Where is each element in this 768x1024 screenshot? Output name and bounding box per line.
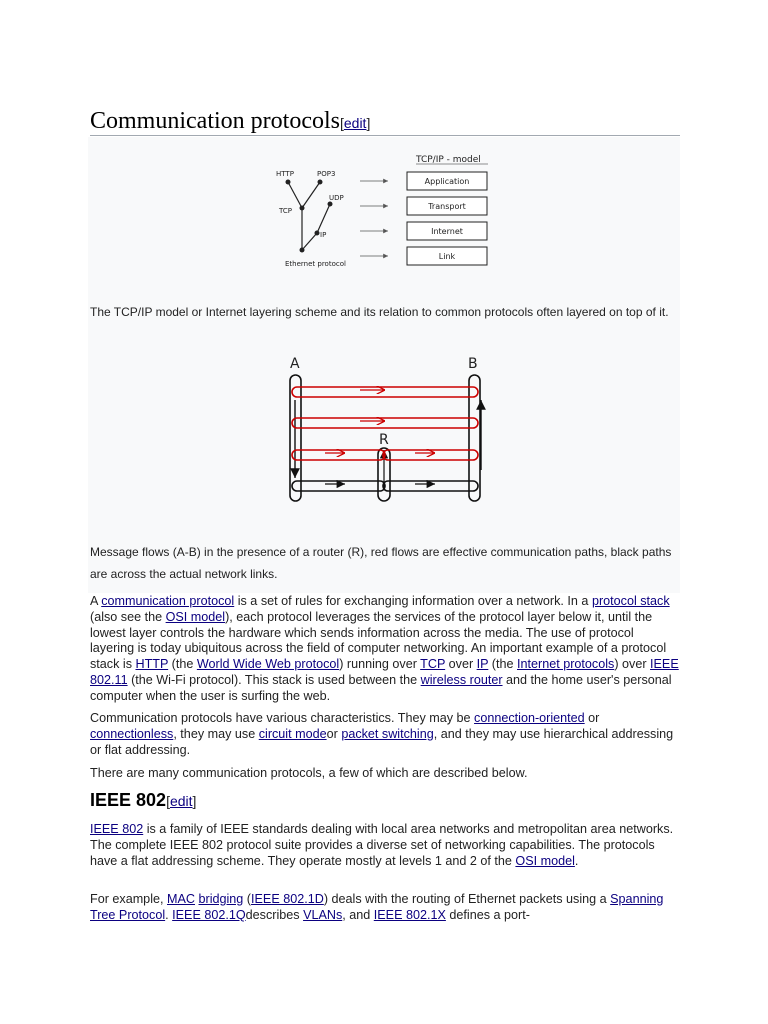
- paragraph-intro: A communication protocol is a set of rules for exchanging information over a network. In a protocol stack (also see the OSI model), each protocol leverages the services of the protocol layer below it, until the lowest layer controls the hardware which sends information across the media. The use of protocol layering is today ubiquitous across the field of computer networking. An important example of a protocol stack is HTTP (the World Wide Web protocol) running over TCP over IP (the Internet protocols) over IEEE 802.11 (the Wi-Fi protocol). This stack is used between the wireless router and the home user's personal computer when the user is surfing the web.: [90, 594, 679, 703]
- figure2-caption-line2: are across the actual network links.: [90, 567, 278, 581]
- node-a-label: A: [290, 356, 300, 372]
- link-connection-oriented[interactable]: connection-oriented: [474, 711, 585, 725]
- link-osi-model-2[interactable]: OSI model: [515, 853, 575, 868]
- node-b-label: B: [468, 356, 478, 372]
- model-title: TCP/IP - model: [416, 155, 481, 165]
- link-packet-switching[interactable]: packet switching: [341, 726, 434, 741]
- figure2-caption-line1: Message flows (A-B) in the presence of a router (R), red flows are effective communication paths, black paths: [90, 545, 672, 559]
- ieee-802-edit: [edit]: [166, 793, 197, 809]
- edit-link[interactable]: edit: [343, 115, 367, 131]
- message-flow-diagram: [270, 350, 500, 510]
- link-ieee-80211[interactable]: IEEE 802.11: [90, 657, 679, 687]
- proto-http: HTTP: [276, 170, 294, 178]
- link-tcp[interactable]: TCP: [420, 657, 446, 672]
- link-ieee-8021x[interactable]: IEEE 802.1X: [373, 907, 446, 922]
- link-ieee-8021d[interactable]: IEEE 802.1D: [251, 892, 324, 906]
- paragraph-ieee-examples: For example, MAC bridging (IEEE 802.1D) deals with the routing of Ethernet packets using a Spanning Tree Protocol. IEEE 802.1Qdescribes VLANs, and IEEE 802.1X defines a port-: [90, 892, 664, 922]
- ieee-802-heading: [90, 790, 196, 811]
- link-circuit-mode[interactable]: circuit mode: [258, 726, 327, 741]
- link-ieee-802[interactable]: IEEE 802: [90, 822, 144, 836]
- section-title: [90, 108, 680, 136]
- paragraph-characteristics: Communication protocols have various characteristics. They may be connection-oriented or connectionless, they may use circuit modeor packet switching, and they may use hierarchical addressing or flat addressing.: [90, 711, 674, 757]
- link-osi-model[interactable]: OSI model: [165, 609, 226, 624]
- layer-transport: Transport: [428, 202, 466, 211]
- proto-tcp: TCP: [279, 207, 292, 215]
- layer-link: Link: [438, 252, 456, 261]
- proto-udp: UDP: [329, 194, 344, 202]
- layer-application: Application: [424, 177, 470, 186]
- proto-ip: IP: [320, 231, 327, 239]
- link-mac[interactable]: MAC: [167, 892, 195, 906]
- proto-pop3: POP3: [317, 170, 336, 178]
- link-wireless-router[interactable]: wireless router: [420, 672, 503, 687]
- node-r-label: R: [379, 432, 389, 448]
- link-connectionless[interactable]: connectionless: [90, 726, 174, 741]
- link-vlans[interactable]: VLANs: [303, 907, 343, 922]
- section-edit: [edit]: [339, 115, 371, 131]
- ieee-802-heading-text: IEEE 802: [90, 790, 167, 810]
- link-www-protocol[interactable]: World Wide Web protocol: [196, 657, 340, 672]
- tcpip-diagram: [270, 150, 500, 272]
- link-spanning-tree-protocol[interactable]: Spanning Tree Protocol: [90, 892, 664, 922]
- paragraph-many-protocols: There are many communication protocols, a few of which are described below.: [90, 766, 528, 780]
- section-title-text: Communication protocols: [90, 108, 340, 134]
- link-ieee-8021q[interactable]: IEEE 802.1Q: [172, 907, 246, 922]
- ieee-802-edit-link[interactable]: edit: [169, 793, 193, 809]
- link-protocol-stack[interactable]: protocol stack: [591, 594, 670, 608]
- link-ip[interactable]: IP: [476, 657, 489, 672]
- figure2-caption: [90, 541, 678, 585]
- proto-ethernet: Ethernet protocol: [285, 260, 346, 268]
- figure1-caption: The TCP/IP model or Internet layering scheme and its relation to common protocols often layered on top of it.: [90, 305, 669, 319]
- link-internet-protocols[interactable]: Internet protocols: [517, 657, 615, 672]
- layer-internet: Internet: [431, 227, 463, 236]
- link-http[interactable]: HTTP: [135, 657, 169, 672]
- link-bridging[interactable]: bridging: [198, 892, 244, 906]
- link-communication-protocol[interactable]: communication protocol: [101, 594, 235, 608]
- paragraph-ieee-802: IEEE 802 is a family of IEEE standards dealing with local area networks and metropolitan area networks. The complete IEEE 802 protocol suite provides a diverse set of networking capabilities. The protocols have a flat addressing scheme. They operate mostly at levels 1 and 2 of the OSI model.: [90, 822, 674, 868]
